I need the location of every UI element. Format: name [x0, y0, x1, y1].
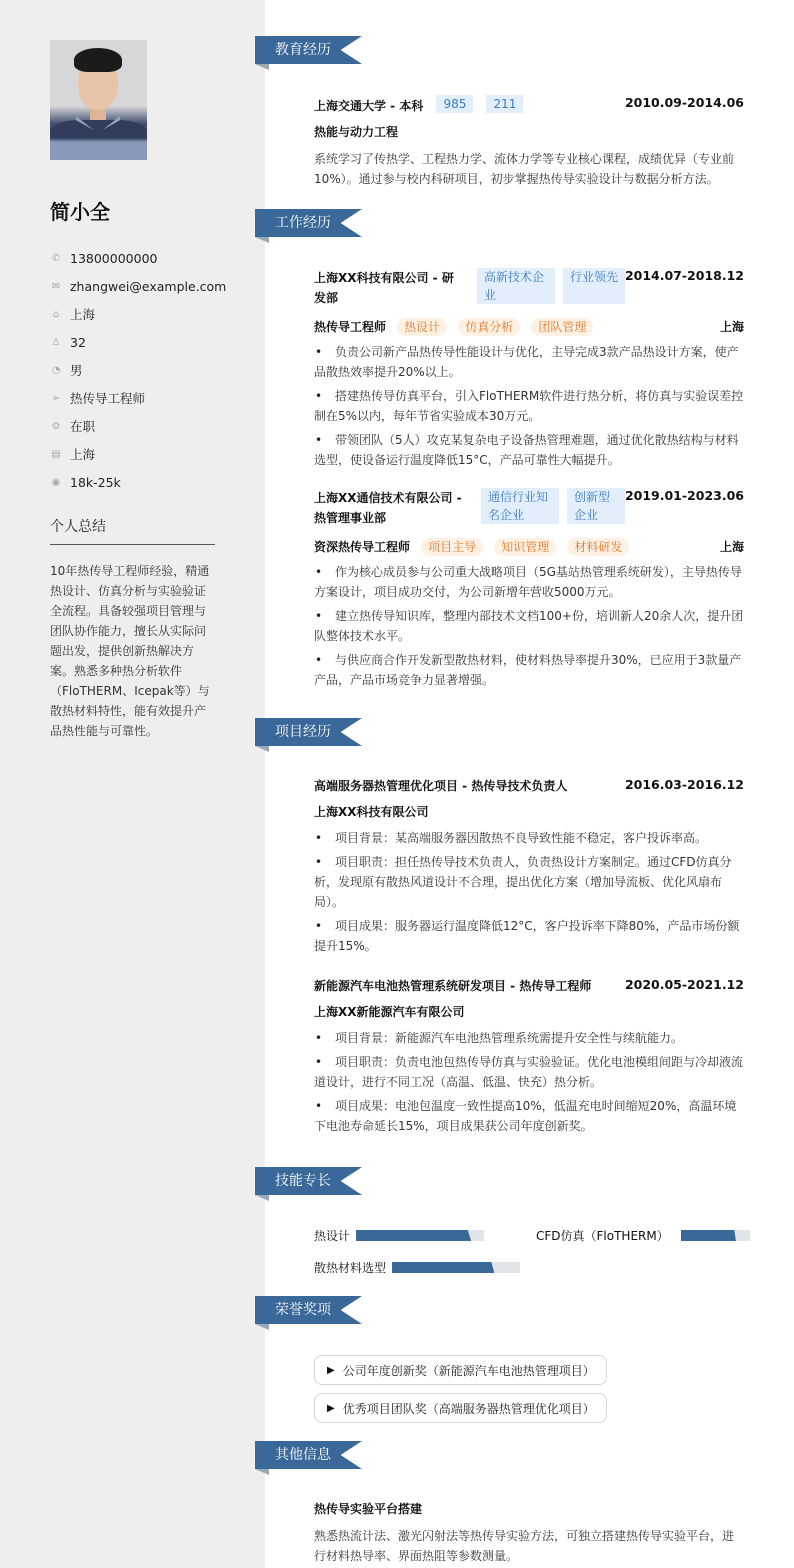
contact-status [50, 412, 226, 440]
contact-text: 18k-25k [70, 474, 121, 490]
salary-icon: ◉ [51, 476, 61, 488]
summary-text: 10年热传导工程师经验，精通热设计、仿真分析与实验验证全流程。具备较强项目管理与团队协作能力，擅长从实际问题出发，提供创新热解决方案。熟悉多种热分析软件（FloTHERM、Icepak等）与散热材料特性，能有效提升产品热性能与可靠性。 [50, 564, 210, 738]
skill-bar [681, 1230, 750, 1241]
skill-item [314, 1227, 484, 1244]
skill-item [536, 1227, 750, 1244]
bullet-item: • 项目成果：电池包温度一致性提高10%，低温充电时间缩短20%，高温环境下电池寿命延长15%，项目成果获公司年度创新奖。 [314, 1096, 744, 1136]
skill-tag: 热设计 [397, 318, 447, 336]
skill-bar [392, 1262, 520, 1273]
contact-email [50, 272, 226, 300]
tag: 通信行业知名企业 [481, 488, 559, 524]
bullet-item: • 项目职责：担任热传导技术负责人，负责热设计方案制定。通过CFD仿真分析，发现原有散热风道设计不合理，提出优化方案（增加导流板、优化风扇布局）。 [314, 852, 744, 912]
skill-name: 热设计 [314, 1229, 351, 1243]
tag: 211 [486, 95, 523, 113]
skill-bar [356, 1230, 484, 1241]
profile-photo [50, 40, 147, 160]
bullet-list [314, 342, 744, 470]
date-range: 2010.09-2014.06 [624, 95, 744, 110]
bullet-item: • 负责公司新产品热传导性能设计与优化，主导完成3款产品热设计方案，使产品散热效率提升20%以上。 [314, 342, 744, 382]
project-item [314, 977, 744, 1140]
profile-name: 简小全 [50, 200, 110, 224]
award-text: 优秀项目团队奖（高端服务器热管理优化项目） [342, 1401, 595, 1416]
section-title: 项目经历 [275, 724, 331, 740]
section-header-awards [255, 1296, 362, 1326]
section-title: 教育经历 [275, 42, 331, 58]
bullet-item: • 项目职责：负责电池包热传导仿真与实验验证。优化电池模组间距与冷却液流道设计，进行不同工况（高温、低温、快充）热分析。 [314, 1052, 744, 1092]
tag: 创新型企业 [567, 488, 625, 524]
company-name: 上海XX通信技术有限公司 - 热管理事业部 [314, 491, 462, 525]
bullet-item: • 搭建热传导仿真平台，引入FloTHERM软件进行热分析，将仿真与实验误差控制在5%以内，每年节省实验成本30万元。 [314, 386, 744, 426]
bullet-list [314, 828, 744, 956]
other-title: 热传导实验平台搭建 [314, 1502, 423, 1516]
bullet-item: • 建立热传导知识库，整理内部技术文档100+份，培训新人20余人次，提升团队整体技术水平。 [314, 606, 744, 646]
project-title: 高端服务器热管理优化项目 - 热传导技术负责人 [314, 779, 568, 793]
contact-salary [50, 468, 226, 496]
bullet-list [314, 1028, 744, 1136]
contact-city [50, 440, 226, 468]
tag: 高新技术企业 [477, 268, 555, 304]
contact-home [50, 300, 226, 328]
location: 上海 [719, 539, 744, 554]
section-header-work [255, 209, 362, 239]
section-header-education [255, 36, 362, 66]
triangle-right-icon: ▶ [327, 1402, 335, 1414]
age-icon: ♙ [51, 336, 61, 348]
section-title: 工作经历 [275, 215, 331, 231]
bullet-item: • 作为核心成员参与公司重大战略项目（5G基站热管理系统研发），主导热传导方案设计，项目成功交付，为公司新增年营收5000万元。 [314, 562, 744, 602]
sidebar [0, 0, 265, 1568]
project-company: 上海XX科技有限公司 [314, 805, 429, 819]
contact-text: 上海 [70, 447, 96, 462]
contact-text: 男 [70, 363, 83, 378]
bullet-item: • 项目背景：新能源汽车电池热管理系统需提升安全性与续航能力。 [314, 1028, 744, 1048]
section-title: 技能专长 [275, 1173, 331, 1189]
contact-phone [50, 244, 226, 272]
award-item[interactable] [314, 1393, 607, 1423]
bullet-item: • 项目成果：服务器运行温度降低12°C，客户投诉率下降80%，产品市场份额提升15%。 [314, 916, 744, 956]
date-range: 2014.07-2018.12 [624, 268, 744, 283]
contact-list [50, 244, 226, 496]
section-header-other [255, 1441, 362, 1471]
contact-age [50, 328, 226, 356]
project-title: 新能源汽车电池热管理系统研发项目 - 热传导工程师 [314, 979, 592, 993]
role: 资深热传导工程师 [314, 540, 411, 554]
location: 上海 [719, 319, 744, 334]
section-title: 荣誉奖项 [275, 1302, 331, 1318]
status-icon: ⚙ [51, 420, 61, 432]
other-item [314, 1500, 744, 1566]
bullet-item: • 带领团队（5人）攻克某复杂电子设备热管理难题，通过优化散热结构与材料选型，使设备运行温度降低15°C，产品可靠性大幅提升。 [314, 430, 744, 470]
major: 热能与动力工程 [314, 125, 399, 139]
mail-icon: ✉ [51, 280, 61, 292]
tag: 985 [436, 95, 473, 113]
section-header-skills [255, 1167, 362, 1197]
role: 热传导工程师 [314, 320, 387, 334]
education-description: 系统学习了传热学、工程热力学、流体力学等专业核心课程，成绩优异（专业前10%）。通过参与校内科研项目，初步掌握热传导实验设计与数据分析方法。 [314, 152, 735, 186]
project-item [314, 777, 744, 960]
skill-tag: 团队管理 [531, 318, 593, 336]
date-range: 2019.01-2023.06 [624, 488, 744, 503]
skill-item [314, 1259, 520, 1276]
skill-tag: 材料研发 [567, 538, 629, 556]
other-description: 熟悉热流计法、激光闪射法等热传导实验方法，可独立搭建热传导实验平台，进行材料热导率、界面热阻等参数测量。 [314, 1529, 735, 1563]
education-item [314, 95, 744, 189]
contact-text: 上海 [70, 307, 96, 322]
skill-tag: 知识管理 [494, 538, 556, 556]
contact-position [50, 384, 226, 412]
date-range: 2016.03-2016.12 [624, 777, 744, 792]
divider [50, 544, 215, 545]
work-item [314, 488, 744, 694]
contact-gender [50, 356, 226, 384]
contact-text: zhangwei@example.com [70, 278, 227, 294]
building-icon: ▤ [51, 448, 61, 460]
bullet-item: • 与供应商合作开发新型散热材料，使材料热导率提升30%，已应用于3款量产产品，产品市场竞争力显著增强。 [314, 650, 744, 690]
skill-tag: 仿真分析 [458, 318, 520, 336]
award-item[interactable] [314, 1355, 607, 1385]
contact-text: 热传导工程师 [70, 391, 146, 406]
send-icon: ➢ [51, 392, 61, 404]
section-title: 其他信息 [275, 1447, 331, 1463]
contact-text: 13800000000 [70, 250, 158, 266]
company-name: 上海XX科技有限公司 - 研发部 [314, 271, 454, 305]
bullet-list [314, 562, 744, 690]
skill-tag: 项目主导 [421, 538, 483, 556]
phone-icon: ✆ [51, 252, 61, 264]
home-icon: ⌂ [52, 308, 60, 320]
skill-name: CFD仿真（FloTHERM） [536, 1229, 669, 1243]
skill-name: 散热材料选型 [314, 1261, 387, 1275]
tag: 行业领先 [563, 268, 625, 304]
award-text: 公司年度创新奖（新能源汽车电池热管理项目） [342, 1363, 595, 1378]
bullet-item: • 项目背景：某高端服务器因散热不良导致性能不稳定，客户投诉率高。 [314, 828, 744, 848]
date-range: 2020.05-2021.12 [624, 977, 744, 992]
contact-text: 在职 [70, 419, 96, 434]
section-header-projects [255, 718, 362, 748]
work-item [314, 268, 744, 474]
summary-title: 个人总结 [50, 519, 106, 535]
triangle-right-icon: ▶ [327, 1364, 335, 1376]
contact-text: 32 [70, 334, 86, 350]
school-name: 上海交通大学 - 本科 [314, 99, 424, 113]
project-company: 上海XX新能源汽车有限公司 [314, 1005, 465, 1019]
gender-icon: ◔ [51, 364, 61, 376]
